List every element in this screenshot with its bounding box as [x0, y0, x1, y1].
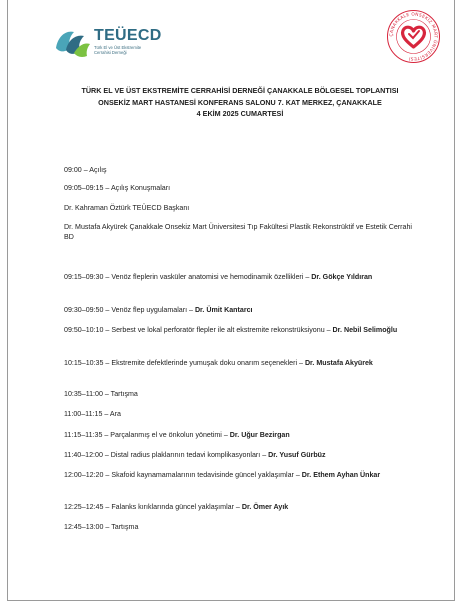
speaker-name: Dr. Yusuf Gürbüz: [268, 451, 326, 459]
program-item: Dr. Kahraman Öztürk TEÜECD Başkanı: [64, 204, 190, 212]
logo-subtitle: Türk El ve Üst Ekstremite Cerrahisi Derneği: [94, 45, 142, 55]
program-item: 09:05–09:15 – Açılış Konuşmaları: [64, 184, 171, 192]
program-item: 10:15–10:35 – Ekstremite defektlerinde yumuşak doku onarım seçenekleri – Dr. Mustafa Akyürek: [64, 359, 373, 367]
speaker-name: Dr. Ömer Ayık: [241, 503, 289, 511]
program-item: 10:35–11:00 – Tartışma: [64, 390, 138, 398]
logo-name: TEÜECD: [94, 27, 162, 44]
speaker-name: Dr. Ümit Kantarcı: [194, 306, 253, 314]
header-line-3: 4 EKİM 2025 CUMARTESİ: [196, 109, 284, 118]
program-item: 12:25–12:45 – Falanks kırıklarında güncel yaklaşımlar – Dr. Ömer Ayık: [64, 503, 289, 511]
program-item: 12:45–13:00 – Tartışma: [64, 523, 139, 531]
program-item: 09:00 – Açılış: [64, 166, 107, 174]
speaker-name: Dr. Ethem Ayhan Ünkar: [301, 471, 381, 479]
program-item: 09:50–10:10 – Serbest ve lokal perforatör flepler ile alt ekstremite rekonstrüksiyonu – Dr. Nebil Selimoğlu: [64, 326, 398, 334]
teuecd-logo: [52, 26, 167, 60]
speaker-name: Dr. Nebil Selimoğlu: [332, 326, 398, 334]
program-item: 11:00–11:15 – Ara: [64, 410, 121, 418]
document-header: [28, 85, 452, 120]
speaker-name: Dr. Gökçe Yıldıran: [311, 273, 373, 281]
program-item: 09:30–09:50 – Venöz flep uygulamaları – Dr. Ümit Kantarcı: [64, 306, 253, 314]
university-badge: [386, 9, 441, 64]
hands-icon: [52, 26, 94, 60]
program-item: 09:15–09:30 – Venöz fleplerin vasküler anatomisi ve hemodinamik özellikleri – Dr. Gökçe Yıldıran: [64, 273, 373, 281]
document-page: [7, 0, 455, 601]
program-item: 12:00–12:20 – Skafoid kaynamamalarının tedavisinde güncel yaklaşımlar – Dr. Ethem Ayhan Ünkar: [64, 471, 381, 479]
badge-ring-text: ÇANAKKALE ONSEKİZ MART ÜNİVERSİTESİ: [389, 12, 438, 61]
heart-icon: [403, 27, 425, 47]
program-item: 11:40–12:00 – Distal radius plaklarının tedavi komplikasyonları – Dr. Yusuf Gürbüz: [64, 451, 326, 459]
program-item: Dr. Mustafa Akyürek Çanakkale Onsekiz Mart Üniversitesi Tıp Fakültesi Plastik Rekonstrüktif ve Estetik Cerrahi BD: [64, 223, 412, 241]
speaker-name: Dr. Mustafa Akyürek: [304, 359, 373, 367]
header-line-2: ONSEKİZ MART HASTANESİ KONFERANS SALONU 7. KAT MERKEZ, ÇANAKKALE: [98, 97, 382, 107]
speaker-name: Dr. Uğur Bezirgan: [229, 431, 290, 439]
program-item: 11:15–11:35 – Parçalanmış el ve önkolun yönetimi – Dr. Uğur Bezirgan: [64, 431, 290, 439]
header-line-1: TÜRK EL VE ÜST EKSTREMİTE CERRAHİSİ DERNEĞİ ÇANAKKALE BÖLGESEL TOPLANTISI: [81, 86, 399, 95]
